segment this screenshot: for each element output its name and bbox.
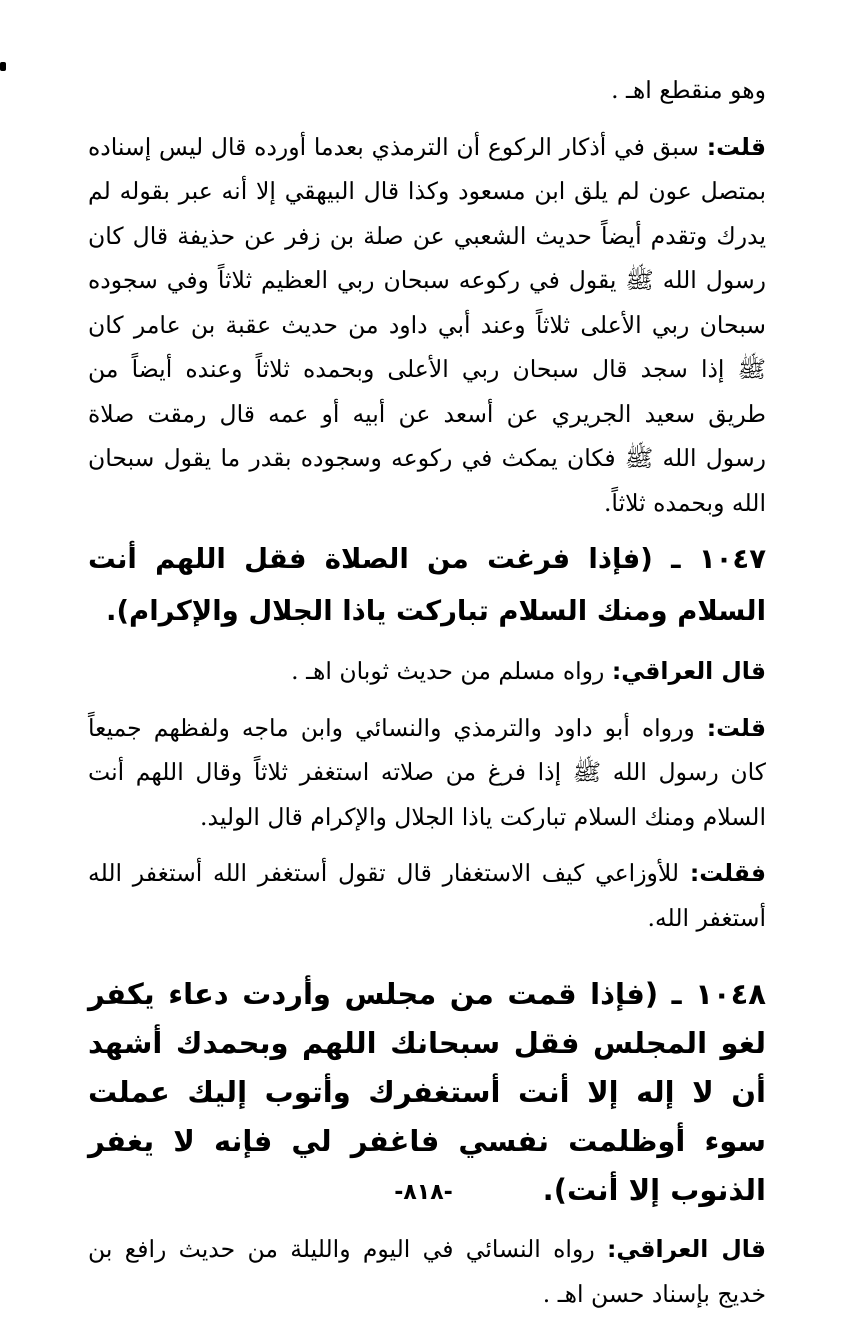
paragraph-text: سبق في أذكار الركوع أن الترمذي بعدما أورده قال ليس إسناده بمتصل عون لم يلق ابن مسعود وكذا قال البيهقي إلا أنه عبر بقوله لم يدرك وتقدم أيضاً حديث الشعبي عن صلة بن زفر عن حذيفة قال كان رسول الله ﷺ يقول في ركوعه سبحان ربي العظيم ثلاثاً وفي سجوده سبحان ربي الأعلى ثلاثاً وعند أبي داود من حديث عقبة بن عامر كان ﷺ إذا سجد قال سبحان ربي الأعلى وبحمده ثلاثاً وعنده أيضاً من طريق سعيد الجريري عن أسعد عن أبيه أو عمه قال رمقت صلاة رسول الله ﷺ فكان يمكث في ركوعه وسجوده بقدر ما يقول سبحان الله وبحمده ثلاثاً. [88,132,766,517]
paragraph-lead: قلت: [706,132,766,161]
paragraph-iraqi-2 [88,1227,766,1316]
paragraph-text: رواه النسائي في اليوم والليلة من حديث رافع بن خديج بإسناد حسن اهـ . [88,1235,766,1308]
hadith-heading-1048: ١٠٤٨ ـ (فإذا قمت من مجلس وأردت دعاء يكفر لغو المجلس فقل سبحانك اللهم وبحمدك أشهد أن لا إله إلا أنت أستغفرك وأتوب إليك عملت سوء أوظلمت نفسي فاغفر لي فإنه لا يغفر الذنوب إلا أنت). [88,977,766,1207]
paragraph-qult-2 [88,706,766,840]
hadith-heading-1047: ١٠٤٧ ـ (فإذا فرغت من الصلاة فقل اللهم أنت السلام ومنك السلام تباركت ياذا الجلال والإكرام). [88,543,766,627]
paragraph-iraqi-1 [88,649,766,694]
paragraph-faqult [88,851,766,940]
paragraph-qult-1 [88,125,766,526]
paragraph-text: ورواه أبو داود والترمذي والنسائي وابن ماجه ولفظهم جميعاً كان رسول الله ﷺ إذا فرغ من صلاته استغفر ثلاثاً وقال اللهم أنت السلام ومنك السلام تباركت ياذا الجلال والإكرام قال الوليد. [88,713,766,831]
paragraph-text: رواه مسلم من حديث ثوبان اهـ . [291,657,612,685]
paragraph-text: للأوزاعي كيف الاستغفار قال تقول أستغفر الله أستغفر الله أستغفر الله. [88,859,766,932]
paragraph-lead: قال العراقي: [611,657,766,685]
paragraph-lead: فقلت: [689,859,766,887]
page-body [88,68,766,1316]
margin-mark [0,62,6,71]
page-number: -٨١٨- [394,1180,453,1205]
paragraph-lead: قلت: [706,713,766,742]
paragraph-lead: قال العراقي: [606,1235,766,1263]
fragment-line: وهو منقطع اهـ . [611,76,766,104]
